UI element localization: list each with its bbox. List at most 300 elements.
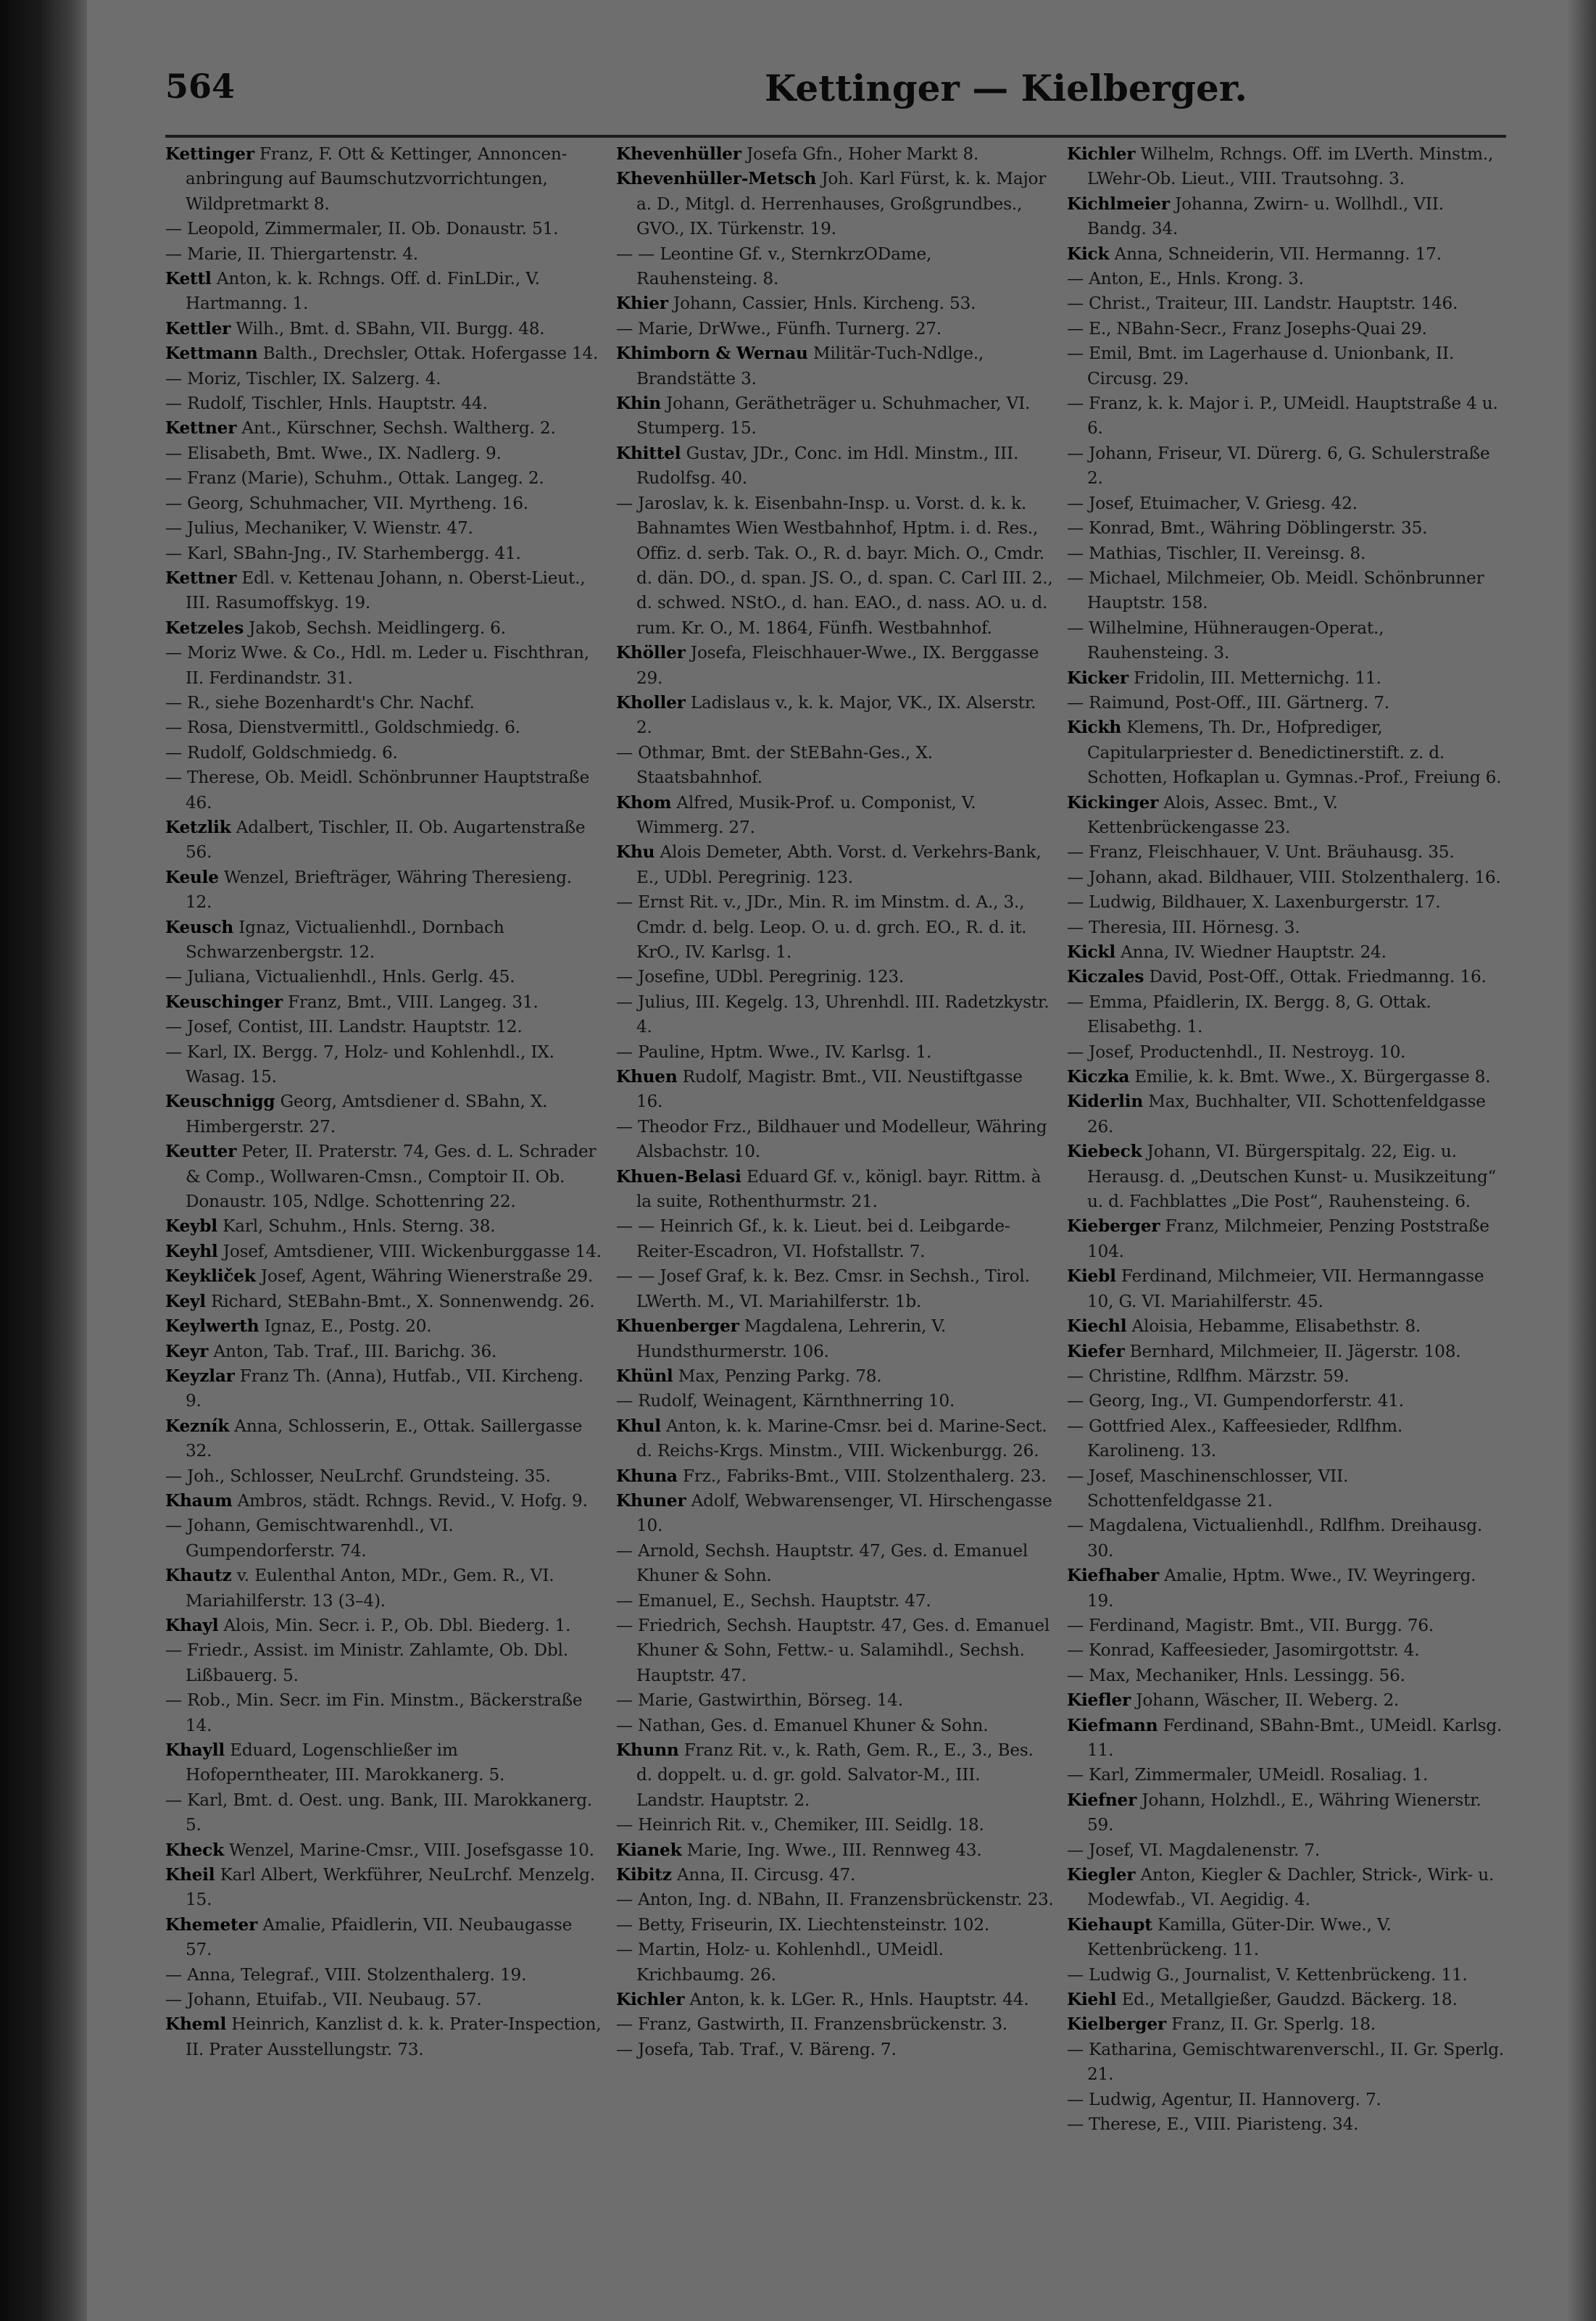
directory-entry [1067, 990, 1505, 1040]
directory-entry [616, 890, 1054, 965]
directory-entry [1067, 1065, 1505, 1089]
column-3 [1067, 142, 1505, 2273]
entry-text: — Georg, Ing., VI. Gumpendorferstr. 41. [1067, 1391, 1404, 1411]
entry-surname: Kettler [165, 318, 231, 339]
entry-text: Amalie, Pfaidlerin, VII. Neubaugasse 57. [186, 1914, 573, 1960]
directory-entry [1067, 1838, 1505, 1863]
entry-text: — Friedr., Assist. im Ministr. Zahlamte, Ob. Dbl. Lißbauerg. 5. [165, 1640, 568, 1685]
directory-entry [1067, 1688, 1505, 1713]
directory-entry [1067, 791, 1505, 841]
entry-surname: Kick [1067, 244, 1110, 264]
directory-entry [1067, 1214, 1505, 1264]
entry-text: — Rob., Min. Secr. im Fin. Minstm., Bäckerstraße 14. [165, 1690, 583, 1735]
entry-text: — Moriz, Tischler, IX. Salzerg. 4. [165, 368, 441, 389]
entry-text: — Ludwig, Agentur, II. Hannoverg. 7. [1067, 2089, 1381, 2109]
directory-entry [1067, 1040, 1505, 1065]
entry-text: — Othmar, Bmt. der StEBahn-Ges., X. Staatsbahnhof. [616, 742, 933, 788]
directory-entry [1067, 2038, 1505, 2088]
directory-entry [616, 1539, 1054, 1589]
entry-surname: Kheil [165, 1865, 215, 1885]
entry-text: — Rudolf, Tischler, Hnls. Hauptstr. 44. [165, 394, 488, 414]
entry-text: Anton, Kiegler & Dachler, Strick-, Wirk- u. Modewfab., VI. Aegidig. 4. [1087, 1865, 1495, 1910]
header-rule [165, 135, 1506, 138]
entry-surname: Khuen-Belasi [616, 1166, 741, 1187]
entry-text: Johanna, Zwirn- u. Wollhdl., VII. Bandg. 34. [1087, 194, 1444, 239]
entry-surname: Khin [616, 394, 661, 414]
entry-text: Kamilla, Güter-Dir. Wwe., V. Kettenbrückeng. 11. [1087, 1914, 1392, 1960]
directory-entry [165, 317, 603, 341]
entry-surname: Keule [165, 867, 219, 887]
entry-text: — Elisabeth, Bmt. Wwe., IX. Nadlerg. 9. [165, 443, 502, 463]
directory-entry [1067, 1340, 1505, 1364]
directory-entry [616, 1264, 1054, 1314]
directory-entry [616, 2012, 1054, 2037]
directory-entry [616, 167, 1054, 241]
entry-text: — Karl, Bmt. d. Oest. ung. Bank, III. Marokkanerg. 5. [165, 1790, 593, 1835]
directory-entry [616, 2038, 1054, 2062]
directory-entry [616, 1614, 1054, 1688]
directory-entry [616, 965, 1054, 989]
entry-text: — Franz, Gastwirth, II. Franzensbrückenstr. 3. [616, 2014, 1008, 2035]
entry-text: Militär-Tuch-Ndlge., Brandstätte 3. [636, 344, 984, 389]
entry-surname: Khuner [616, 1490, 686, 1511]
entry-text: — Heinrich Rit. v., Chemiker, III. Seidlg. 18. [616, 1815, 984, 1835]
entry-surname: Kichler [616, 1990, 685, 2010]
directory-entry [165, 1688, 603, 1738]
directory-entry [165, 1290, 603, 1314]
entry-surname: Khu [616, 842, 655, 863]
entry-text: — Ernst Rit. v., JDr., Min. R. im Minstm. d. A., 3., Cmdr. d. belg. Leop. O. u. d. grch. EO., R. d. it. KrO., IV. Karlsg. 1. [616, 892, 1027, 962]
directory-entry [165, 715, 603, 740]
entry-text: Wenzel, Briefträger, Währing Theresieng. 12. [186, 867, 572, 913]
directory-entry [616, 1364, 1054, 1389]
directory-entry [616, 341, 1054, 391]
directory-entry [616, 1464, 1054, 1489]
entry-surname: Khom [616, 792, 672, 813]
column-1 [165, 142, 603, 2273]
entry-text: Heinrich, Kanzlist d. k. k. Prater-Inspection, II. Prater Ausstellungstr. 73. [186, 2014, 602, 2059]
entry-text: — — Heinrich Gf., k. k. Lieut. bei d. Leibgarde-Reiter-Escadron, VI. Hofstallstr. 7. [616, 1216, 1010, 1261]
directory-entry [1067, 267, 1505, 291]
entry-text: Anton, k. k. Rchngs. Off. d. FinLDir., V. Hartmanng. 1. [186, 269, 540, 314]
entry-text: — Ludwig, Bildhauer, X. Laxenburgerstr. 17. [1067, 892, 1441, 913]
entry-text: Aloisia, Hebamme, Elisabethstr. 8. [1131, 1316, 1421, 1337]
directory-entry [616, 1214, 1054, 1264]
entry-text: Johann, Gerätheträger u. Schuhmacher, VI. Stumperg. 15. [636, 394, 1031, 439]
directory-entry [165, 1214, 603, 1239]
directory-entry [165, 1988, 603, 2012]
directory-entry [165, 1040, 603, 1090]
directory-entry [616, 142, 1054, 167]
directory-entry [616, 1389, 1054, 1413]
entry-text: Ambros, städt. Rchngs. Revid., V. Hofg. 9. [237, 1490, 588, 1511]
entry-text: Emilie, k. k. Bmt. Wwe., X. Bürgergasse 8. [1134, 1067, 1491, 1087]
directory-entry [165, 391, 603, 416]
entry-text: — Karl, SBahn-Jng., IV. Starhembergg. 41. [165, 543, 521, 563]
entry-text: — — Leontine Gf. v., SternkrzODame, Rauhensteing. 8. [616, 244, 932, 289]
entry-surname: Kiebl [1067, 1266, 1116, 1287]
directory-entry [1067, 1364, 1505, 1389]
directory-entry [165, 1788, 603, 1838]
entry-text: — Emma, Pfaidlerin, IX. Bergg. 8, G. Ottak. Elisabethg. 1. [1067, 992, 1431, 1037]
entry-text: Franz Th. (Anna), Hutfab., VII. Kircheng. 9. [186, 1366, 583, 1411]
entry-surname: Keuschinger [165, 992, 283, 1012]
entry-surname: Kholler [616, 692, 686, 713]
entry-text: Alfred, Musik-Prof. u. Componist, V. Wimmerg. 27. [636, 792, 976, 837]
entry-text: — Anna, Telegraf., VIII. Stolzenthalerg. 19. [165, 1964, 527, 1985]
directory-entry [165, 1139, 603, 1214]
directory-entry [616, 1913, 1054, 1938]
entry-text: Karl, Schuhm., Hnls. Sterng. 38. [223, 1216, 496, 1237]
entry-text: — Gottfried Alex., Kaffeesieder, Rdlfhm. Karolineng. 13. [1067, 1416, 1402, 1461]
entry-text: — Therese, Ob. Meidl. Schönbrunner Hauptstraße 46. [165, 768, 590, 813]
directory-entry [165, 1264, 603, 1289]
entry-text: Ant., Kürschner, Sechsh. Waltherg. 2. [241, 418, 556, 439]
entry-text: Josef, Agent, Währing Wienerstraße 29. [260, 1266, 594, 1287]
entry-text: — Josef, Maschinenschlosser, VII. Schottenfeldgasse 21. [1067, 1466, 1349, 1511]
directory-entry [616, 1888, 1054, 1912]
entry-text: — Julius, Mechaniker, V. Wienstr. 47. [165, 518, 473, 539]
entry-surname: Khevenhüller-Metsch [616, 169, 817, 189]
entry-surname: Kiefhaber [1067, 1566, 1159, 1586]
entry-text: — Theodor Frz., Bildhauer und Modelleur, Währing Alsbachstr. 10. [616, 1116, 1047, 1162]
entry-text: — Christ., Traiteur, III. Landstr. Hauptstr. 146. [1067, 294, 1458, 314]
entry-text: — Franz (Marie), Schuhm., Ottak. Langeg. 2. [165, 468, 544, 489]
entry-text: — Nathan, Ges. d. Emanuel Khuner & Sohn. [616, 1715, 989, 1735]
entry-text: Joh. Karl Fürst, k. k. Major a. D., Mitgl. d. Herrenhauses, Großgrundbes., GVO., IX. Türkenstr. 19. [636, 169, 1047, 239]
directory-entry [165, 2012, 603, 2062]
entry-text: Wilhelm, Rchngs. Off. im LVerth. Minstm., LWehr-Ob. Lieut., VIII. Trautsohng. 3. [1087, 144, 1494, 189]
entry-text: — Anton, Ing. d. NBahn, II. Franzensbrückenstr. 23. [616, 1890, 1054, 1910]
page-number: 564 [165, 67, 236, 106]
directory-entry [1067, 142, 1505, 192]
entry-text: — Christine, Rdlfhm. Märzstr. 59. [1067, 1366, 1350, 1386]
entry-text: — Wilhelmine, Hühneraugen-Operat., Rauhensteing. 3. [1067, 618, 1384, 663]
page-header [165, 67, 1506, 132]
entry-text: — Michael, Milchmeier, Ob. Meidl. Schönbrunner Hauptstr. 158. [1067, 568, 1484, 613]
entry-text: Josefa, Fleischhauer-Wwe., IX. Berggasse 29. [636, 643, 1039, 688]
entry-text: Magdalena, Lehrerin, V. Hundsthurmerstr. 106. [636, 1316, 947, 1361]
directory-entry [165, 1614, 603, 1638]
entry-surname: Khautz [165, 1566, 232, 1586]
entry-text: Adolf, Webwarensenger, VI. Hirschengasse 10. [636, 1490, 1052, 1536]
entry-surname: Kiehaupt [1067, 1914, 1152, 1935]
entry-surname: Kickh [1067, 718, 1122, 738]
entry-text: Anna, II. Circusg. 47. [676, 1865, 856, 1885]
page-edge-shadow [1567, 0, 1596, 2321]
entry-surname: Khaum [165, 1490, 233, 1511]
directory-entry [165, 1863, 603, 1913]
entry-surname: Kettinger [165, 144, 254, 164]
entry-text: — Magdalena, Victualienhdl., Rdlfhm. Dreihausg. 30. [1067, 1516, 1483, 1561]
entry-surname: Kheck [165, 1840, 224, 1860]
entry-columns [165, 142, 1506, 2273]
entry-text: — Johann, Friseur, VI. Dürerg. 6, G. Schulerstraße 2. [1067, 443, 1490, 489]
directory-entry [1067, 1264, 1505, 1314]
entry-text: Johann, Holzhdl., E., Währing Wienerstr. 59. [1087, 1790, 1481, 1835]
directory-entry [165, 915, 603, 966]
directory-entry [616, 1589, 1054, 1614]
entry-surname: Khuenberger [616, 1316, 739, 1337]
directory-entry [1067, 1139, 1505, 1214]
entry-text: — Theresia, III. Hörnesg. 3. [1067, 917, 1300, 937]
entry-text: — Franz, k. k. Major i. P., UMeidl. Hauptstraße 4 u. 6. [1067, 394, 1498, 439]
entry-surname: Keybl [165, 1216, 217, 1237]
directory-entry [1067, 1788, 1505, 1838]
entry-text: Johann, VI. Bürgerspitalg. 22, Eig. u. Herausg. d. „Deutschen Kunst- u. Musikzeitung“ u. d. Fachblattes „Die Post“, Rauhensteing. 6. [1087, 1142, 1497, 1212]
directory-entry [165, 1963, 603, 1988]
directory-entry [165, 1489, 603, 1514]
directory-entry [165, 691, 603, 715]
directory-entry [616, 491, 1054, 641]
directory-entry [1067, 915, 1505, 940]
entry-surname: Kiebeck [1067, 1142, 1142, 1162]
entry-text: Frz., Fabriks-Bmt., VIII. Stolzenthalerg. 23. [682, 1466, 1047, 1486]
book-binding-shadow [0, 0, 87, 2321]
entry-text: — Konrad, Kaffeesieder, Jasomirgottstr. 4. [1067, 1640, 1420, 1661]
entry-surname: Khul [616, 1416, 661, 1436]
entry-text: Anna, Schlosserin, E., Ottak. Saillergasse 32. [186, 1416, 583, 1461]
directory-entry [1067, 341, 1505, 391]
entry-surname: Keyzlar [165, 1366, 235, 1386]
entry-text: Alois, Assec. Bmt., V. Kettenbrückengasse 23. [1087, 792, 1338, 837]
entry-text: — Emanuel, E., Sechsh. Hauptstr. 47. [616, 1590, 931, 1611]
directory-entry [616, 1489, 1054, 1539]
directory-entry [165, 741, 603, 765]
directory-entry [1067, 1664, 1505, 1688]
directory-entry [1067, 1389, 1505, 1413]
entry-text: — Josef, Productenhdl., II. Nestroyg. 10. [1067, 1042, 1406, 1062]
entry-surname: Kiehl [1067, 1990, 1117, 2010]
entry-text: Alois Demeter, Abth. Vorst. d. Verkehrs-Bank, E., UDbl. Peregrinig. 123. [636, 842, 1042, 887]
entry-surname: Khuen [616, 1067, 678, 1087]
entry-surname: Khier [616, 294, 668, 314]
directory-entry [165, 416, 603, 441]
entry-text: Gustav, JDr., Conc. im Hdl. Minstm., III. Rudolfsg. 40. [636, 443, 1019, 489]
directory-entry [1067, 391, 1505, 441]
directory-entry [1067, 2012, 1505, 2037]
entry-text: — Josef, Contist, III. Landstr. Hauptstr. 12. [165, 1017, 523, 1037]
directory-entry [1067, 1763, 1505, 1788]
entry-text: Anton, k. k. LGer. R., Hnls. Hauptstr. 44. [689, 1990, 1029, 2010]
entry-text: Karl Albert, Werkführer, NeuLrchf. Menzelg. 15. [186, 1865, 595, 1910]
running-head: Kettinger — Kielberger. [765, 67, 1247, 109]
directory-entry [1067, 1614, 1505, 1638]
entry-text: Josefa Gfn., Hoher Markt 8. [746, 144, 979, 164]
entry-surname: Kickinger [1067, 792, 1159, 813]
directory-entry [1067, 491, 1505, 516]
entry-surname: Kicker [1067, 668, 1129, 688]
directory-entry [165, 466, 603, 491]
entry-surname: Khemeter [165, 1914, 258, 1935]
directory-entry [165, 541, 603, 566]
directory-entry [616, 1738, 1054, 1813]
directory-entry [1067, 2088, 1505, 2112]
entry-surname: Kiefer [1067, 1341, 1125, 1361]
entry-text: Edl. v. Kettenau Johann, n. Oberst-Lieut., III. Rasumoffskyg. 19. [186, 568, 586, 613]
directory-entry [1067, 1514, 1505, 1564]
directory-entry [616, 391, 1054, 441]
entry-text: — Marie, DrWwe., Fünfh. Turnerg. 27. [616, 318, 942, 339]
directory-entry [165, 1314, 603, 1339]
entry-text: — Pauline, Hptm. Wwe., IV. Karlsg. 1. [616, 1042, 932, 1062]
directory-entry [1067, 890, 1505, 915]
entry-surname: Kiefler [1067, 1690, 1131, 1711]
entry-text: Rudolf, Magistr. Bmt., VII. Neustiftgasse 16. [636, 1067, 1023, 1112]
directory-entry [1067, 691, 1505, 715]
entry-surname: Kezník [165, 1416, 230, 1436]
entry-surname: Kibitz [616, 1865, 672, 1885]
directory-entry [165, 616, 603, 641]
entry-text: Johann, Wäscher, II. Weberg. 2. [1136, 1690, 1400, 1711]
directory-entry [1067, 1913, 1505, 1963]
directory-entry [616, 791, 1054, 841]
entry-text: — Juliana, Victualienhdl., Hnls. Gerlg. 45. [165, 967, 515, 987]
entry-text: Anton, Tab. Traf., III. Barichg. 36. [213, 1341, 497, 1361]
directory-entry [165, 217, 603, 241]
entry-text: — Therese, E., VIII. Piaristeng. 34. [1067, 2114, 1359, 2135]
entry-surname: Keusch [165, 917, 234, 937]
entry-surname: Kiegler [1067, 1865, 1136, 1885]
directory-entry [165, 142, 603, 217]
entry-surname: Khunn [616, 1740, 679, 1760]
directory-entry [165, 1240, 603, 1264]
directory-entry [165, 566, 603, 616]
entry-surname: Kiechl [1067, 1316, 1127, 1337]
entry-text: — Martin, Holz- u. Kohlenhdl., UMeidl. Krichbaumg. 26. [616, 1940, 944, 1985]
directory-entry [165, 1340, 603, 1364]
entry-text: — Mathias, Tischler, II. Vereinsg. 8. [1067, 543, 1366, 563]
directory-entry [616, 1065, 1054, 1115]
directory-entry [1067, 1988, 1505, 2012]
directory-entry [165, 990, 603, 1015]
entry-surname: Keuschnigg [165, 1092, 275, 1112]
entry-surname: Kielberger [1067, 2014, 1166, 2035]
entry-surname: Khöller [616, 643, 686, 663]
directory-entry [165, 1838, 603, 1863]
entry-surname: Ketzlik [165, 817, 231, 837]
entry-text: Ladislaus v., k. k. Major, VK., IX. Alserstr. 2. [636, 692, 1036, 738]
entry-text: — Emil, Bmt. im Lagerhause d. Unionbank, II. Circusg. 29. [1067, 344, 1455, 389]
entry-text: — Rosa, Dienstvermittl., Goldschmiedg. 6. [165, 718, 520, 738]
entry-text: — Josefine, UDbl. Peregrinig. 123. [616, 967, 905, 987]
entry-text: v. Eulenthal Anton, MDr., Gem. R., VI. Mariahilferstr. 13 (3–4). [186, 1566, 554, 1611]
entry-text: Balth., Drechsler, Ottak. Hofergasse 14. [262, 344, 599, 364]
entry-text: Max, Buchhalter, VII. Schottenfeldgasse 26. [1087, 1092, 1486, 1137]
directory-entry [616, 840, 1054, 890]
directory-entry [165, 765, 603, 815]
entry-surname: Kickl [1067, 942, 1115, 962]
directory-entry [616, 691, 1054, 741]
entry-text: — Raimund, Post-Off., III. Gärtnerg. 7. [1067, 692, 1389, 713]
directory-entry [616, 1688, 1054, 1713]
entry-text: Franz, Bmt., VIII. Langeg. 31. [288, 992, 539, 1012]
entry-surname: Khünl [616, 1366, 673, 1386]
directory-entry [616, 641, 1054, 691]
directory-entry [616, 1863, 1054, 1888]
directory-entry [165, 1089, 603, 1139]
entry-text: — Friedrich, Sechsh. Hauptstr. 47, Ges. d. Emanuel Khuner & Sohn, Fettw.- u. Salamihdl., Sechsh. Hauptstr. 47. [616, 1615, 1050, 1685]
entry-surname: Kheml [165, 2014, 227, 2035]
entry-surname: Keyl [165, 1291, 206, 1311]
entry-surname: Khayl [165, 1615, 219, 1635]
entry-text: David, Post-Off., Ottak. Friedmanng. 16. [1149, 967, 1487, 987]
entry-text: — Konrad, Bmt., Währing Döblingerstr. 35. [1067, 518, 1428, 539]
entry-text: Franz Rit. v., k. Rath, Gem. R., E., 3., Bes. d. doppelt. u. d. gr. gold. Salvator-M., III. Landstr. Hauptstr. 2. [636, 1740, 1034, 1810]
entry-text: — Marie, Gastwirthin, Börseg. 14. [616, 1690, 903, 1711]
entry-text: — Betty, Friseurin, IX. Liechtensteinstr. 102. [616, 1914, 990, 1935]
entry-text: — Marie, II. Thiergartenstr. 4. [165, 244, 418, 264]
entry-text: Wilh., Bmt. d. SBahn, VII. Burgg. 48. [236, 318, 545, 339]
directory-entry [165, 815, 603, 865]
entry-surname: Keykliček [165, 1266, 256, 1287]
directory-entry [165, 516, 603, 541]
directory-entry [616, 1115, 1054, 1165]
directory-entry [1067, 242, 1505, 267]
directory-entry [1067, 715, 1505, 790]
directory-entry [1067, 291, 1505, 316]
directory-entry [1067, 1863, 1505, 1913]
directory-entry [165, 491, 603, 516]
entry-text: Ed., Metallgießer, Gaudzd. Bäckerg. 18. [1121, 1990, 1458, 2010]
directory-entry [165, 441, 603, 466]
entry-surname: Kieberger [1067, 1216, 1160, 1237]
directory-entry [616, 441, 1054, 491]
entry-text: — Leopold, Zimmermaler, II. Ob. Donaustr. 51. [165, 219, 559, 239]
directory-entry [1067, 2112, 1505, 2137]
entry-text: — Arnold, Sechsh. Hauptstr. 47, Ges. d. Emanuel Khuner & Sohn. [616, 1540, 1028, 1586]
directory-entry [616, 990, 1054, 1040]
directory-entry [1067, 1714, 1505, 1764]
directory-entry [165, 1738, 603, 1788]
entry-surname: Kiczka [1067, 1067, 1130, 1087]
entry-text: Ferdinand, Milchmeier, VII. Hermanngasse 10, G. VI. Mariahilferstr. 45. [1087, 1266, 1484, 1311]
entry-text: — Josef, VI. Magdalenenstr. 7. [1067, 1840, 1321, 1860]
directory-entry [1067, 541, 1505, 566]
entry-text: — Rudolf, Weinagent, Kärnthnerring 10. [616, 1391, 955, 1411]
directory-entry [1067, 965, 1505, 989]
directory-entry [616, 1314, 1054, 1364]
entry-text: Anna, Schneiderin, VII. Hermanng. 17. [1114, 244, 1442, 264]
entry-text: Eduard Gf. v., königl. bayr. Rittm. à la suite, Rothenthurmstr. 21. [636, 1166, 1042, 1212]
entry-text: — Moriz Wwe. & Co., Hdl. m. Leder u. Fischthran, II. Ferdinandstr. 31. [165, 643, 589, 688]
directory-entry [616, 291, 1054, 316]
entry-text: Ignaz, Victualienhdl., Dornbach Schwarzenbergstr. 12. [186, 917, 504, 962]
directory-entry [1067, 566, 1505, 616]
entry-text: Peter, II. Praterstr. 74, Ges. d. L. Schrader & Comp., Wollwaren-Cmsn., Comptoir II. Ob. Donaustr. 105, Ndlge. Schottenring 22. [186, 1142, 597, 1212]
directory-entry [165, 1414, 603, 1464]
directory-entry [1067, 865, 1505, 890]
entry-surname: Kichler [1067, 144, 1136, 164]
directory-entry [165, 1364, 603, 1414]
entry-text: Eduard, Logenschließer im Hofoperntheater, III. Marokkanerg. 5. [186, 1740, 505, 1785]
entry-surname: Khimborn & Wernau [616, 344, 808, 364]
directory-entry [616, 1838, 1054, 1863]
entry-surname: Kichlmeier [1067, 194, 1170, 214]
directory-entry [616, 1813, 1054, 1838]
entry-text: Anton, k. k. Marine-Cmsr. bei d. Marine-Sect. d. Reichs-Krgs. Minstm., VIII. Wickenburgg. 26. [636, 1416, 1047, 1461]
directory-entry [1067, 1089, 1505, 1139]
entry-text: Franz, Milchmeier, Penzing Poststraße 104. [1087, 1216, 1489, 1261]
directory-entry [165, 1464, 603, 1489]
directory-entry [1067, 1414, 1505, 1464]
directory-entry [616, 242, 1054, 292]
entry-text: — Karl, IX. Bergg. 7, Holz- und Kohlenhdl., IX. Wasag. 15. [165, 1042, 554, 1087]
directory-entry [1067, 1963, 1505, 1988]
entry-text: Marie, Ing. Wwe., III. Rennweg 43. [686, 1840, 982, 1860]
directory-entry [1067, 616, 1505, 666]
entry-surname: Kettner [165, 418, 237, 439]
